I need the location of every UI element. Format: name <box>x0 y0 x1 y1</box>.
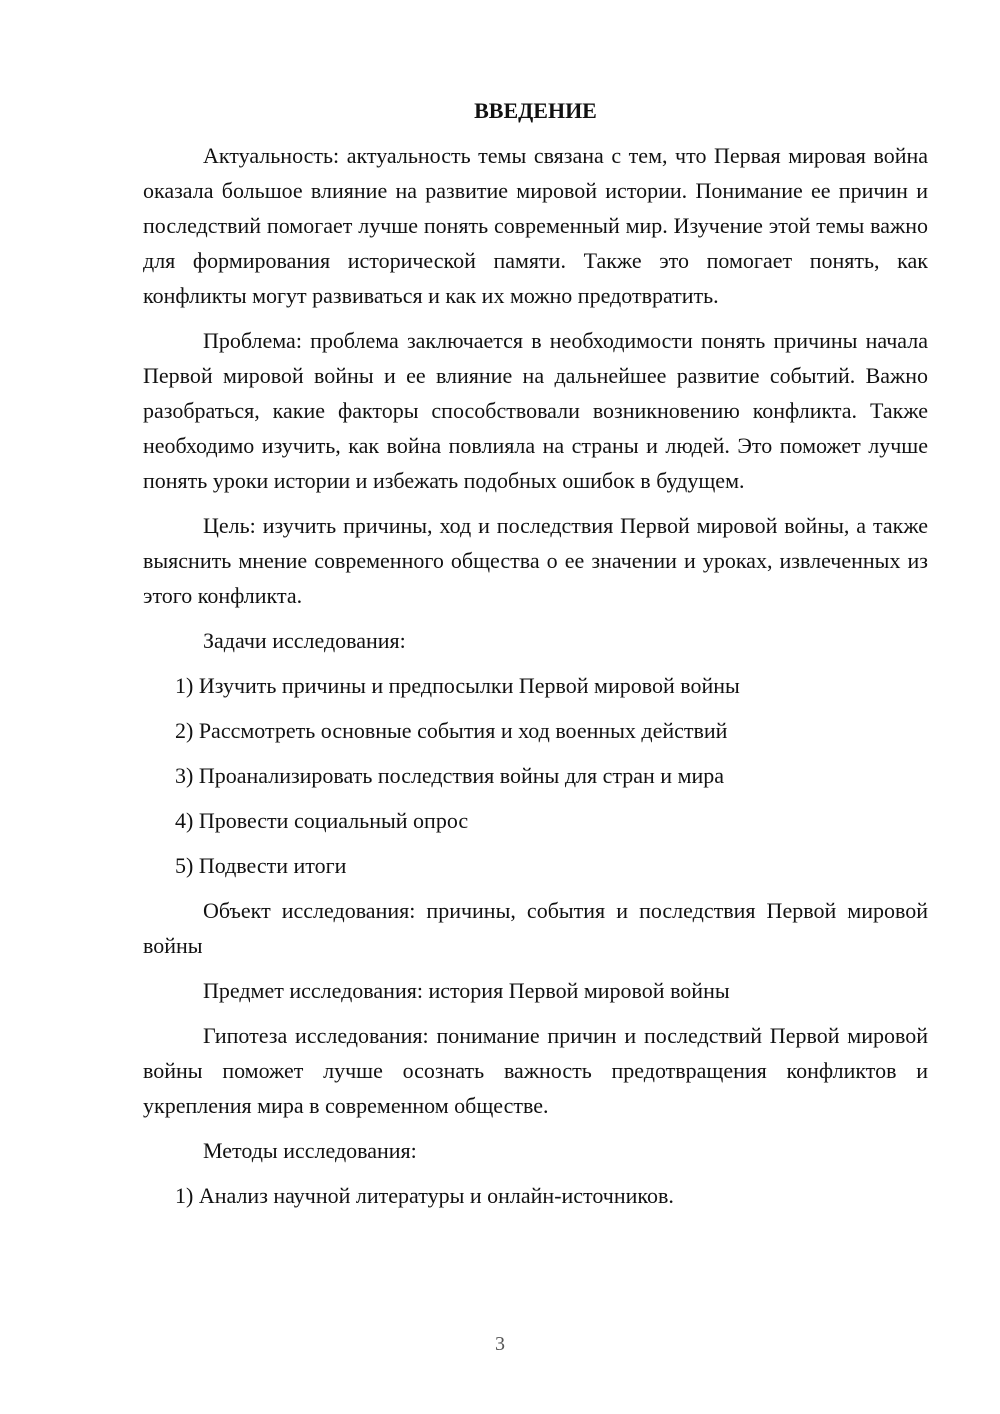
methods-heading: Методы исследования: <box>203 1138 417 1163</box>
subject-paragraph: Предмет исследования: история Первой мировой войны <box>203 978 730 1003</box>
page-content <box>143 93 928 1223</box>
relevance-paragraph: Актуальность: актуальность темы связана с тем, что Первая мировая война оказала большое влияние на развитие мировой истории. Понимание ее причин и последствий помогает лучше понять современный мир. Изучение этой темы важно для формирования исторической памяти. Также это помогает понять, как конфликты могут развиваться и как их можно предотвратить. <box>143 143 928 308</box>
task-item: 5) Подвести итоги <box>175 853 347 878</box>
hypothesis-paragraph: Гипотеза исследования: понимание причин и последствий Первой мировой войны поможет лучше осознать важность предотвращения конфликтов и укрепления мира в современном обществе. <box>143 1023 928 1118</box>
goal-paragraph: Цель: изучить причины, ход и последствия Первой мировой войны, а также выяснить мнение современного общества о ее значении и уроках, извлеченных из этого конфликта. <box>143 513 928 608</box>
task-item: 2) Рассмотреть основные события и ход военных действий <box>175 718 728 743</box>
method-item: 1) Анализ научной литературы и онлайн-источников. <box>175 1183 674 1208</box>
task-item: 1) Изучить причины и предпосылки Первой мировой войны <box>175 673 740 698</box>
methods-list <box>143 1178 928 1213</box>
object-paragraph: Объект исследования: причины, события и последствия Первой мировой войны <box>143 898 928 958</box>
page-title: ВВЕДЕНИЕ <box>474 98 597 123</box>
task-item: 3) Проанализировать последствия войны для стран и мира <box>175 763 725 788</box>
page-number: 3 <box>495 1333 505 1355</box>
tasks-heading: Задачи исследования: <box>203 628 406 653</box>
task-item: 4) Провести социальный опрос <box>175 808 469 833</box>
problem-paragraph: Проблема: проблема заключается в необходимости понять причины начала Первой мировой войны и ее влияние на дальнейшее развитие событий. Важно разобраться, какие факторы способствовали возникновению конфликта. Также необходимо изучить, как война повлияла на страны и людей. Это поможет лучше понять уроки истории и избежать подобных ошибок в будущем. <box>143 328 928 493</box>
tasks-list <box>143 668 928 883</box>
